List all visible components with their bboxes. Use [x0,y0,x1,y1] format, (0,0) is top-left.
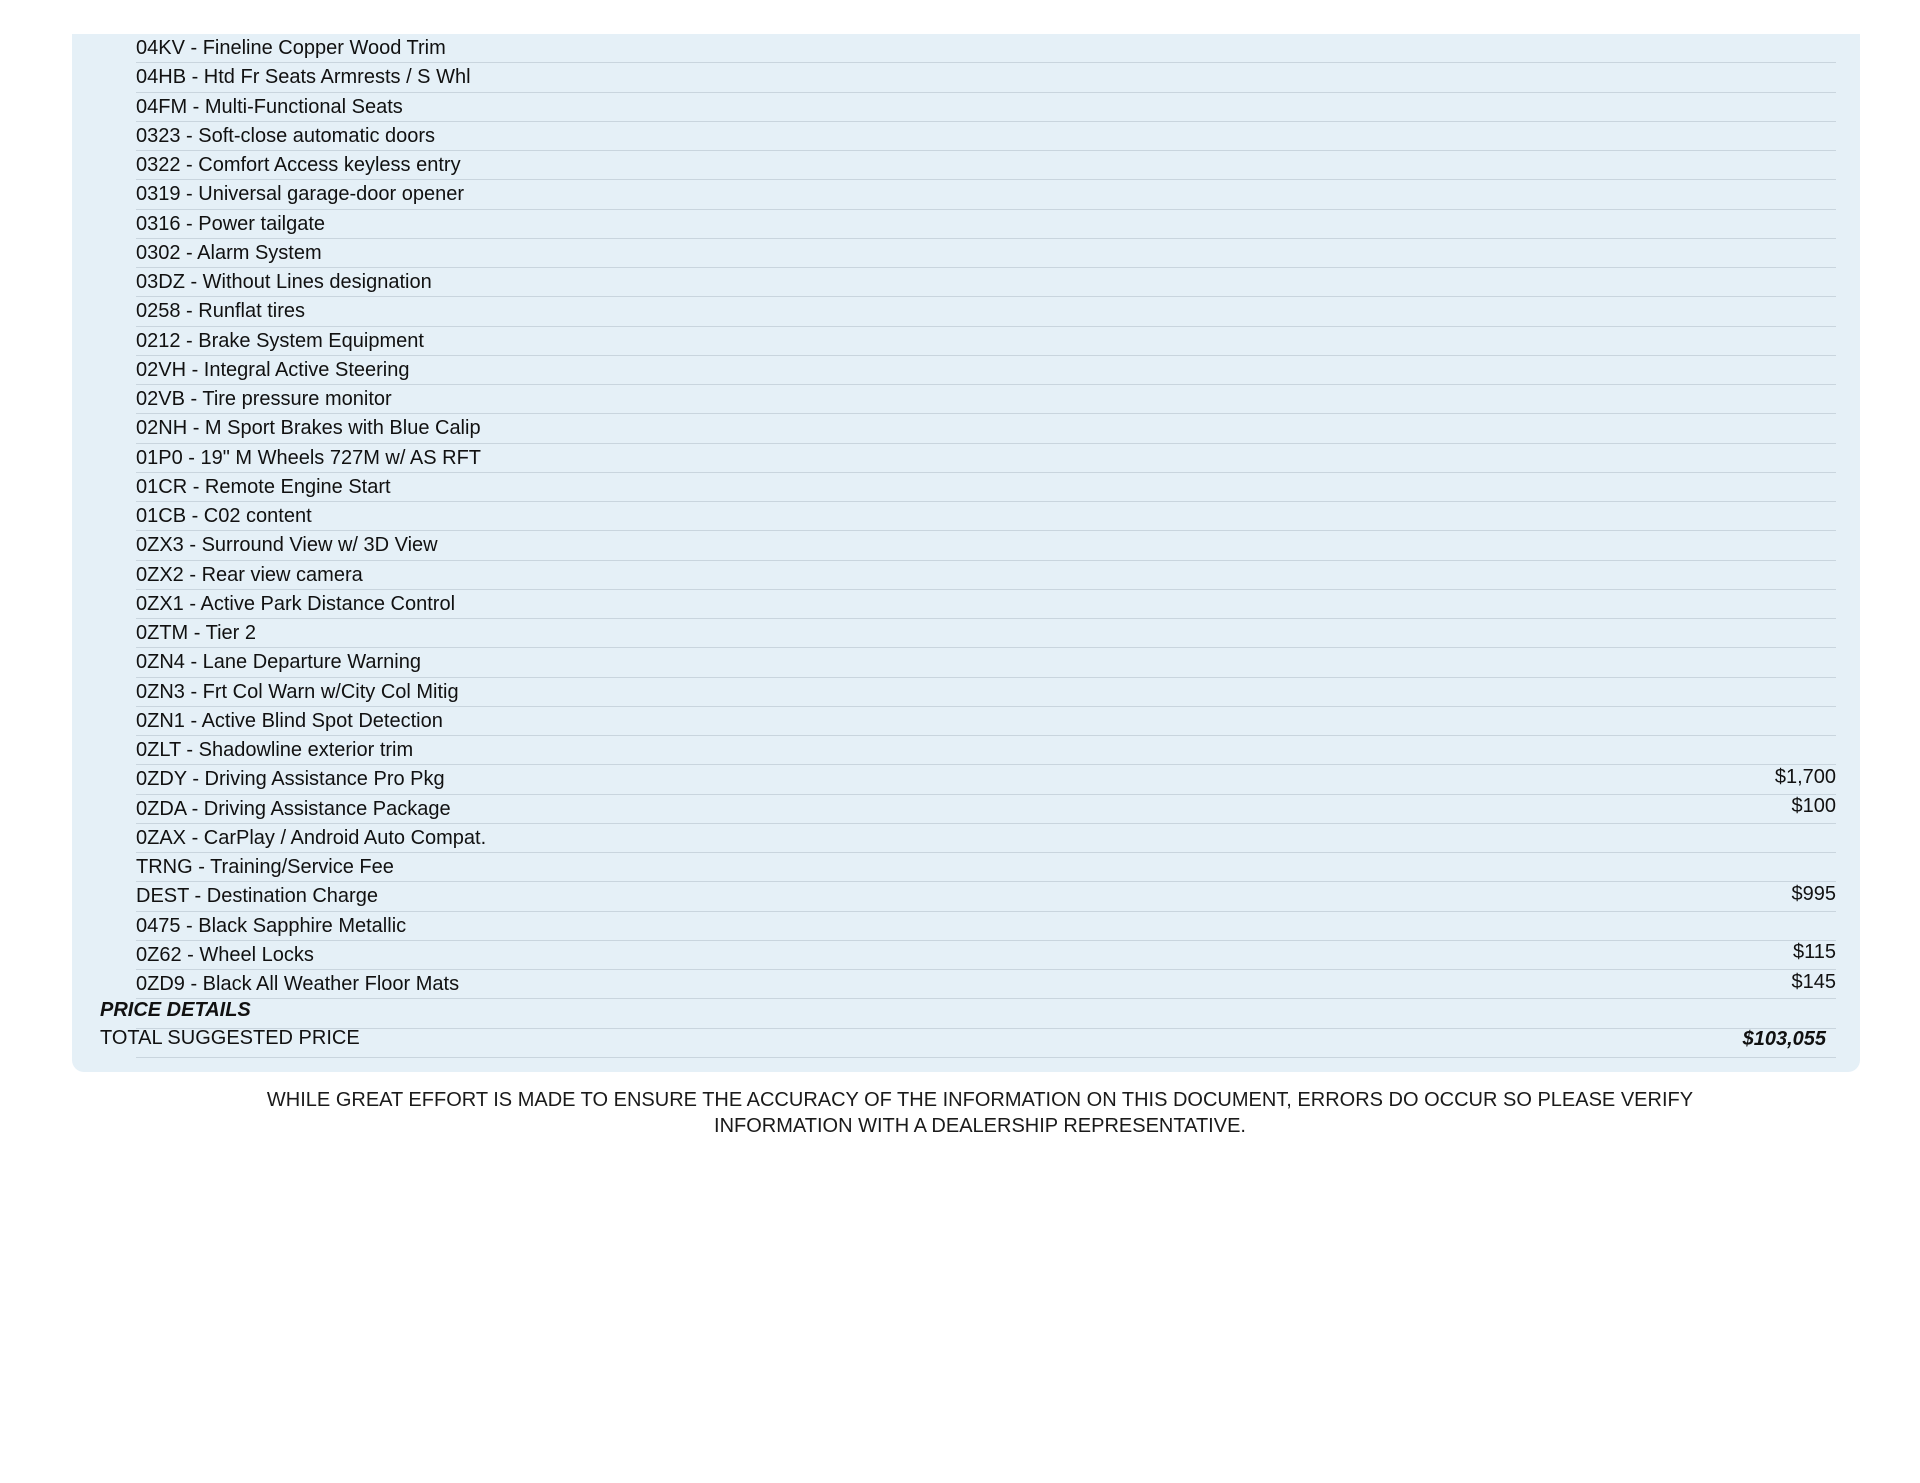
option-label: 0ZTM - Tier 2 [136,622,257,644]
option-row [136,941,1836,970]
option-label: 02VB - Tire pressure monitor [136,388,392,410]
option-price: $115 [1792,941,1836,963]
option-row [136,531,1836,560]
option-row [136,999,1836,1028]
option-price: $995 [1791,883,1836,905]
option-row [136,356,1836,385]
option-row [136,590,1836,619]
option-row [136,297,1836,326]
option-price: $1,700 [1774,766,1836,788]
option-row [136,912,1836,941]
option-label: 04HB - Htd Fr Seats Armrests / S Whl [136,66,471,89]
option-row [136,795,1836,824]
option-label: 0ZAX - CarPlay / Android Auto Compat. [136,826,487,849]
option-row [136,970,1836,999]
option-label: 03DZ - Without Lines designation [136,271,432,293]
option-label: 02NH - M Sport Brakes with Blue Calip [136,417,481,440]
option-label: 04KV - Fineline Copper Wood Trim [136,37,446,59]
option-row [136,210,1836,239]
option-row [136,678,1836,707]
total-suggested-price-value: $103,055 [1742,1028,1826,1050]
option-row [136,151,1836,180]
option-label: 0ZX2 - Rear view camera [136,563,363,586]
option-label: 0323 - Soft-close automatic doors [136,124,436,147]
option-row [136,444,1836,473]
option-label: 0316 - Power tailgate [136,212,326,235]
option-label: 01P0 - 19" M Wheels 727M w/ AS RFT [136,446,481,469]
option-row [136,707,1836,736]
option-row [136,385,1836,414]
option-row [136,765,1836,794]
option-label: TRNG - Training/Service Fee [136,856,394,878]
price-details-heading: PRICE DETAILS [100,999,251,1021]
option-row [136,414,1836,443]
option-row [136,1029,1836,1058]
accuracy-disclaimer [180,1087,1780,1139]
option-row [136,180,1836,209]
option-price: $145 [1791,971,1836,993]
option-label: 0ZN4 - Lane Departure Warning [136,651,421,674]
option-label: 0302 - Alarm System [136,241,322,264]
option-label: 0212 - Brake System Equipment [136,329,424,352]
option-label: 04FM - Multi-Functional Seats [136,95,403,118]
option-row [136,63,1836,92]
disclaimer-line-2: INFORMATION WITH A DEALERSHIP REPRESENTATIVE. [714,1115,1246,1137]
option-row [136,239,1836,268]
option-label: 0ZN1 - Active Blind Spot Detection [136,709,443,732]
option-label: 0ZX1 - Active Park Distance Control [136,592,456,615]
option-row [136,561,1836,590]
option-row [136,648,1836,677]
option-row [136,268,1836,297]
option-label: 01CR - Remote Engine Start [136,475,391,498]
option-label: 0Z62 - Wheel Locks [136,943,314,966]
option-row [136,34,1836,63]
option-label: 0475 - Black Sapphire Metallic [136,914,407,937]
option-row [136,619,1836,648]
disclaimer-line-1: WHILE GREAT EFFORT IS MADE TO ENSURE THE ACCURACY OF THE INFORMATION ON THIS DOCUMENT, ERRORS DO OCCUR SO PLEASE VERIFY [266,1089,1694,1111]
option-label: 0319 - Universal garage-door opener [136,183,464,206]
option-label: DEST - Destination Charge [136,885,378,908]
option-row [136,473,1836,502]
option-label: 02VH - Integral Active Steering [136,358,410,381]
option-row [136,736,1836,765]
options-list [136,34,1836,1058]
option-label: 0ZDA - Driving Assistance Package [136,797,451,820]
option-row [136,327,1836,356]
option-label: 01CB - C02 content [136,505,312,527]
option-label: 0ZX3 - Surround View w/ 3D View [136,534,438,557]
option-label: 0322 - Comfort Access keyless entry [136,154,461,176]
option-label: 0ZLT - Shadowline exterior trim [136,739,414,761]
option-row [136,502,1836,531]
option-label: 0258 - Runflat tires [136,300,305,323]
option-price: $100 [1791,795,1836,817]
option-label: 0ZN3 - Frt Col Warn w/City Col Mitig [136,680,459,703]
option-row [136,122,1836,151]
option-row [136,824,1836,853]
option-row [136,853,1836,882]
total-suggested-price-label: TOTAL SUGGESTED PRICE [100,1027,360,1049]
option-label: 0ZDY - Driving Assistance Pro Pkg [136,768,445,791]
options-panel [72,34,1860,1072]
option-label: 0ZD9 - Black All Weather Floor Mats [136,973,460,995]
option-row [136,93,1836,122]
option-row [136,882,1836,911]
